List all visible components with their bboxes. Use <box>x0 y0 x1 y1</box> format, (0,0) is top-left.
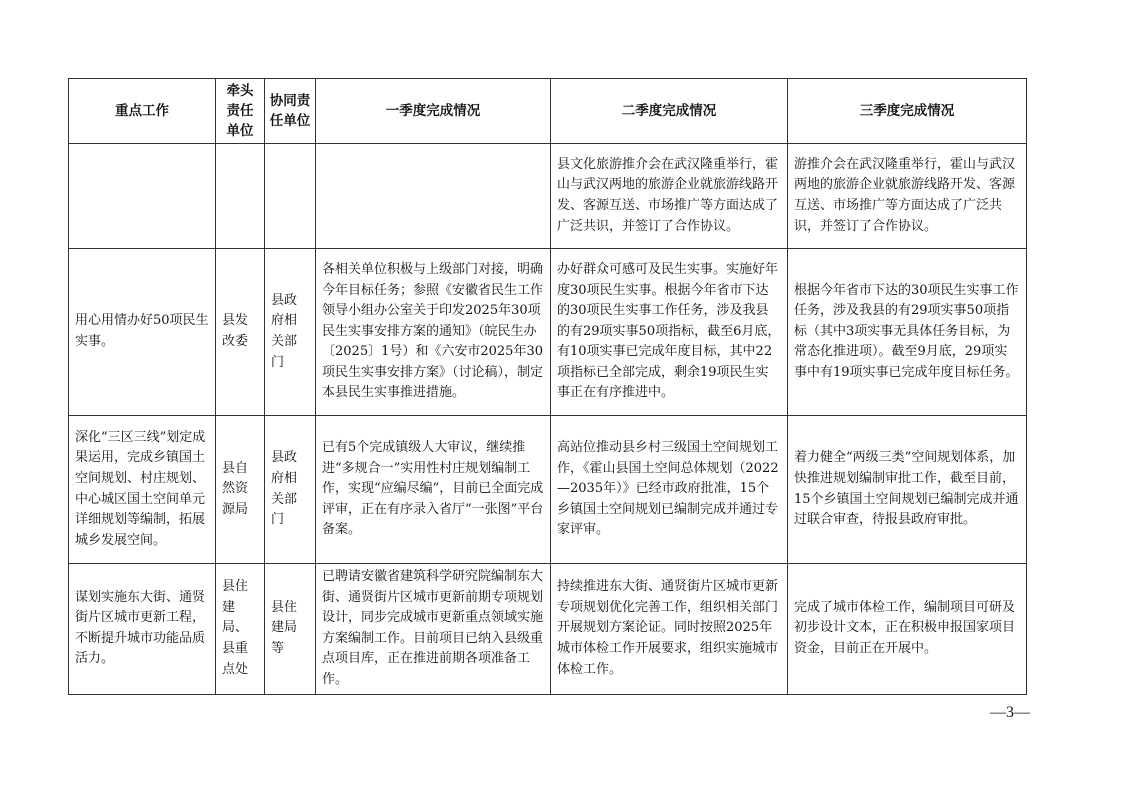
cell-coop-unit: 县政府相关部门 <box>265 416 316 564</box>
table-header-row <box>69 79 1027 144</box>
header-q3: 三季度完成情况 <box>788 79 1027 144</box>
table-row <box>69 249 1027 416</box>
table-row <box>69 144 1027 249</box>
cell-q1: 已有5个完成镇级人大审议，继续推进“多规合一”实用性村庄规划编制工作，实现“应编尽编”，目前已全面完成评审，正在有序录入省厅“一张图”平台备案。 <box>316 416 551 564</box>
header-coop-unit: 协同责任单位 <box>265 79 316 144</box>
cell-coop-unit <box>265 144 316 249</box>
header-q1: 一季度完成情况 <box>316 79 551 144</box>
cell-q2: 持续推进东大街、通贤街片区城市更新专项规划优化完善工作，组织相关部门开展规划方案论证。同时按照2025年城市体检工作开展要求，组织实施城市体检工作。 <box>551 564 788 695</box>
cell-key-work: 用心用情办好50项民生实事。 <box>69 249 216 416</box>
cell-key-work: 谋划实施东大街、通贤街片区城市更新工程，不断提升城市功能品质活力。 <box>69 564 216 695</box>
cell-q1: 已聘请安徽省建筑科学研究院编制东大街、通贤街片区城市更新前期专项规划设计，同步完成城市更新重点领域实施方案编制工作。目前项目已纳入县级重点项目库，正在推进前期各项准备工作。 <box>316 564 551 695</box>
cell-q3: 着力健全“两级三类”空间规划体系，加快推进规划编制审批工作，截至目前，15个乡镇国土空间规划已编制完成并通过联合审查，待报县政府审批。 <box>788 416 1027 564</box>
cell-key-work <box>69 144 216 249</box>
header-q2: 二季度完成情况 <box>551 79 788 144</box>
table-row <box>69 564 1027 695</box>
cell-q2: 县文化旅游推介会在武汉隆重举行，霍山与武汉两地的旅游企业就旅游线路开发、客源互送、市场推广等方面达成了广泛共识，并签订了合作协议。 <box>551 144 788 249</box>
work-progress-table <box>68 78 1027 695</box>
cell-lead-unit: 县发改委 <box>216 249 265 416</box>
cell-lead-unit: 县住建局、县重点处 <box>216 564 265 695</box>
cell-lead-unit: 县自然资源局 <box>216 416 265 564</box>
header-key-work: 重点工作 <box>69 79 216 144</box>
page-number: —3— <box>990 704 1030 721</box>
table-row <box>69 416 1027 564</box>
cell-lead-unit <box>216 144 265 249</box>
cell-q2: 高站位推动县乡村三级国土空间规划工作，《霍山县国土空间总体规划（2022—2035年）》已经市政府批准，15个乡镇国土空间规划已编制完成并通过专家评审。 <box>551 416 788 564</box>
header-lead-unit: 牵头责任单位 <box>216 79 265 144</box>
cell-q1 <box>316 144 551 249</box>
cell-q3: 游推介会在武汉隆重举行，霍山与武汉两地的旅游企业就旅游线路开发、客源互送、市场推广等方面达成了广泛共识，并签订了合作协议。 <box>788 144 1027 249</box>
cell-q3: 完成了城市体检工作，编制项目可研及初步设计文本，正在积极申报国家项目资金，目前正在开展中。 <box>788 564 1027 695</box>
cell-coop-unit: 县住建局等 <box>265 564 316 695</box>
cell-coop-unit: 县政府相关部门 <box>265 249 316 416</box>
cell-q2: 办好群众可感可及民生实事。实施好年度30项民生实事。根据今年省市下达的30项民生实事工作任务，涉及我县的有29项实事50项指标，截至6月底，有10项实事已完成年度目标，其中22项指标已全部完成，剩余19项民生实事正在有序推进中。 <box>551 249 788 416</box>
cell-q3: 根据今年省市下达的30项民生实事工作任务，涉及我县的有29项实事50项指标（其中3项实事无具体任务目标，为常态化推进项）。截至9月底，29项实事中有19项实事已完成年度目标任务。 <box>788 249 1027 416</box>
cell-key-work: 深化“三区三线”划定成果运用，完成乡镇国土空间规划、村庄规划、中心城区国土空间单元详细规划等编制，拓展城乡发展空间。 <box>69 416 216 564</box>
cell-q1: 各相关单位积极与上级部门对接，明确今年目标任务；参照《安徽省民生工作领导小组办公室关于印发2025年30项民生实事安排方案的通知》（皖民生办〔2025〕1号）和《六安市2025年30项民生实事安排方案》（讨论稿），制定本县民生实事推进措施。 <box>316 249 551 416</box>
